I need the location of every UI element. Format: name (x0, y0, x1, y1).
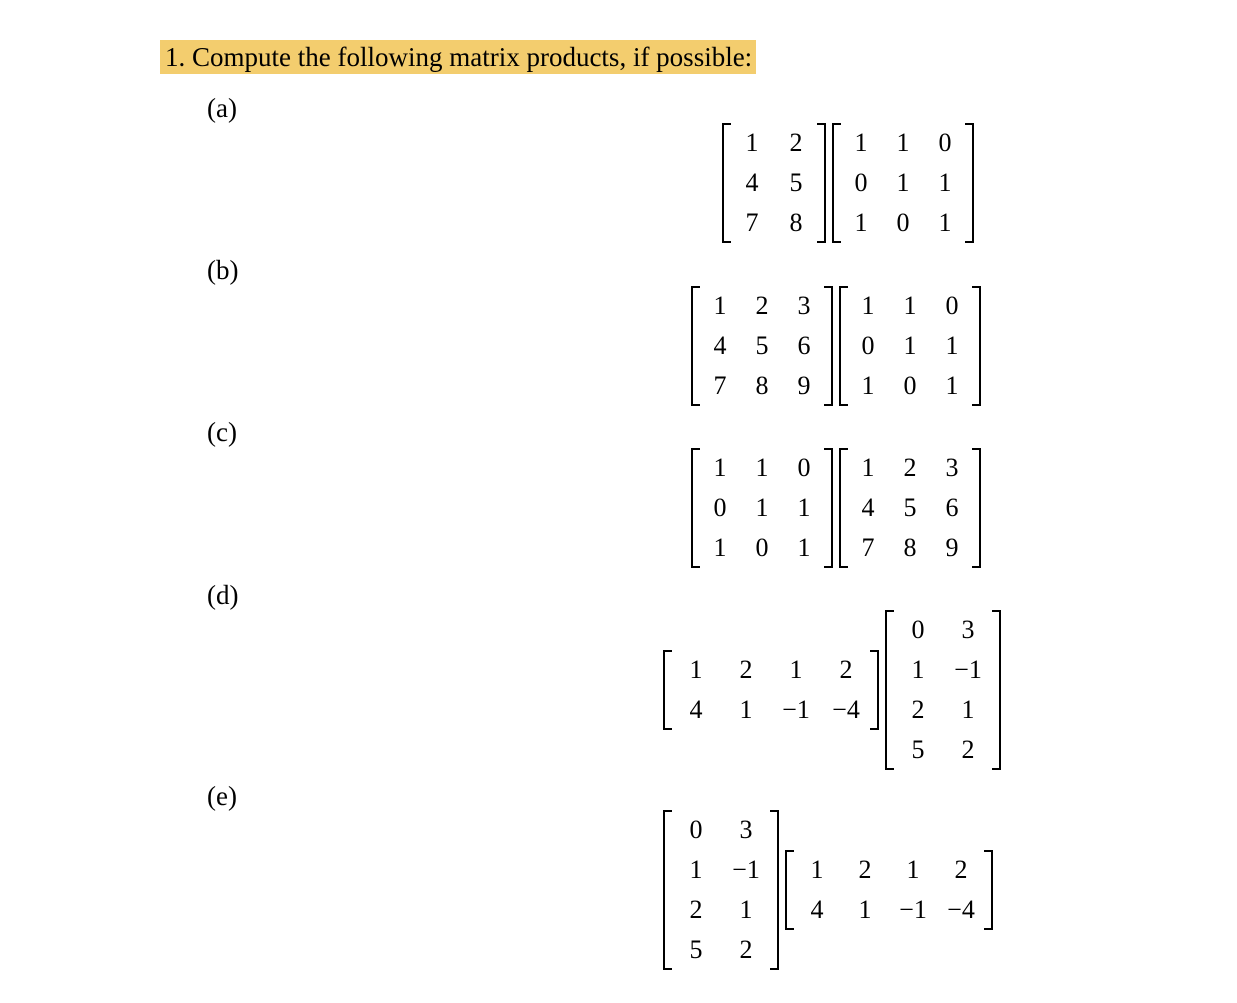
matrix-entry: −1 (899, 895, 927, 924)
matrix-d-left (663, 650, 879, 730)
matrix-entry: 5 (789, 168, 803, 197)
question-title: 1. Compute the following matrix products, if possible: (160, 40, 756, 74)
matrix-entry: 1 (713, 453, 727, 482)
matrix-entry: 2 (903, 453, 917, 482)
matrix-entry: 3 (797, 291, 811, 320)
matrix-entry: 4 (861, 493, 875, 522)
matrix-entry: 6 (797, 331, 811, 360)
matrix-entry: 8 (789, 208, 803, 237)
matrix-entry: 1 (755, 493, 769, 522)
matrix-entry: 1 (797, 493, 811, 522)
matrix-entry: 8 (903, 533, 917, 562)
matrix-entry: 4 (689, 695, 703, 724)
product-a (719, 123, 977, 243)
matrix-entry: 0 (911, 615, 925, 644)
matrix-entry: 1 (896, 168, 910, 197)
matrix-entry: 0 (938, 128, 952, 157)
matrix-entry: 1 (810, 855, 824, 884)
matrix-entry: −4 (947, 895, 975, 924)
matrix-entry: 0 (713, 493, 727, 522)
matrix-entry: 2 (839, 655, 853, 684)
matrix-entry: 9 (945, 533, 959, 562)
part-e-label: (e) (207, 781, 237, 811)
matrix-entry: −1 (954, 655, 982, 684)
product-d (660, 610, 1004, 770)
matrix-entry: 1 (938, 168, 952, 197)
matrix-entry: 0 (896, 208, 910, 237)
matrix-entry: 1 (903, 331, 917, 360)
matrix-a-left (722, 123, 826, 243)
matrix-entry: 3 (945, 453, 959, 482)
matrix-entry: 0 (903, 371, 917, 400)
matrix-entry: 6 (945, 493, 959, 522)
part-c-label: (c) (207, 417, 237, 447)
matrix-entry: 0 (945, 291, 959, 320)
matrix-entry: 1 (713, 291, 727, 320)
matrix-entry: 1 (689, 655, 703, 684)
matrix-entry: 2 (755, 291, 769, 320)
matrix-entry: −1 (732, 855, 760, 884)
part-a-label: (a) (207, 93, 237, 123)
matrix-entry: 3 (739, 815, 753, 844)
matrix-entry: 1 (906, 855, 920, 884)
matrix-entry: 2 (911, 695, 925, 724)
matrix-entry: 7 (861, 533, 875, 562)
matrix-entry: 2 (954, 855, 968, 884)
matrix-entry: 7 (713, 371, 727, 400)
matrix-entry: 1 (797, 533, 811, 562)
matrix-entry: 1 (861, 291, 875, 320)
matrix-entry: 1 (755, 453, 769, 482)
matrix-entry: 1 (858, 895, 872, 924)
matrix-entry: 5 (689, 935, 703, 964)
part-d-label: (d) (207, 580, 239, 610)
matrix-entry: 5 (911, 735, 925, 764)
matrix-e-right (785, 850, 993, 930)
matrix-entry: 5 (755, 331, 769, 360)
matrix-entry: 1 (861, 371, 875, 400)
matrix-entry: 1 (739, 695, 753, 724)
matrix-entry: 1 (861, 453, 875, 482)
matrix-entry: 2 (689, 895, 703, 924)
matrix-entry: 1 (945, 331, 959, 360)
matrix-c-left (691, 448, 833, 568)
matrix-entry: 4 (713, 331, 727, 360)
matrix-entry: 0 (854, 168, 868, 197)
matrix-entry: −1 (782, 695, 810, 724)
matrix-entry: 1 (961, 695, 975, 724)
matrix-entry: 2 (858, 855, 872, 884)
matrix-entry: 0 (755, 533, 769, 562)
matrix-entry: 1 (903, 291, 917, 320)
matrix-b-right (839, 286, 981, 406)
matrix-entry: 7 (745, 208, 759, 237)
matrix-entry: 1 (854, 128, 868, 157)
matrix-entry: 4 (745, 168, 759, 197)
matrix-entry: 1 (689, 855, 703, 884)
matrix-entry: −4 (832, 695, 860, 724)
matrix-entry: 1 (713, 533, 727, 562)
product-c (688, 448, 984, 568)
matrix-entry: 1 (739, 895, 753, 924)
matrix-entry: 0 (861, 331, 875, 360)
matrix-entry: 2 (789, 128, 803, 157)
matrix-entry: 3 (961, 615, 975, 644)
matrix-entry: 2 (961, 735, 975, 764)
matrix-a-right (832, 123, 974, 243)
matrix-entry: 2 (739, 935, 753, 964)
matrix-entry: 1 (854, 208, 868, 237)
matrix-entry: 9 (797, 371, 811, 400)
matrix-entry: 1 (938, 208, 952, 237)
matrix-entry: 1 (789, 655, 803, 684)
matrix-entry: 2 (739, 655, 753, 684)
matrix-entry: 5 (903, 493, 917, 522)
matrix-entry: 1 (911, 655, 925, 684)
matrix-e-left (663, 810, 779, 970)
product-e (660, 810, 996, 970)
matrix-entry: 0 (689, 815, 703, 844)
matrix-entry: 1 (745, 128, 759, 157)
matrix-entry: 1 (945, 371, 959, 400)
matrix-c-right (839, 448, 981, 568)
matrix-entry: 4 (810, 895, 824, 924)
product-b (688, 286, 984, 406)
matrix-entry: 8 (755, 371, 769, 400)
matrix-entry: 0 (797, 453, 811, 482)
matrix-entry: 1 (896, 128, 910, 157)
matrix-d-right (885, 610, 1001, 770)
part-b-label: (b) (207, 255, 239, 285)
matrix-b-left (691, 286, 833, 406)
